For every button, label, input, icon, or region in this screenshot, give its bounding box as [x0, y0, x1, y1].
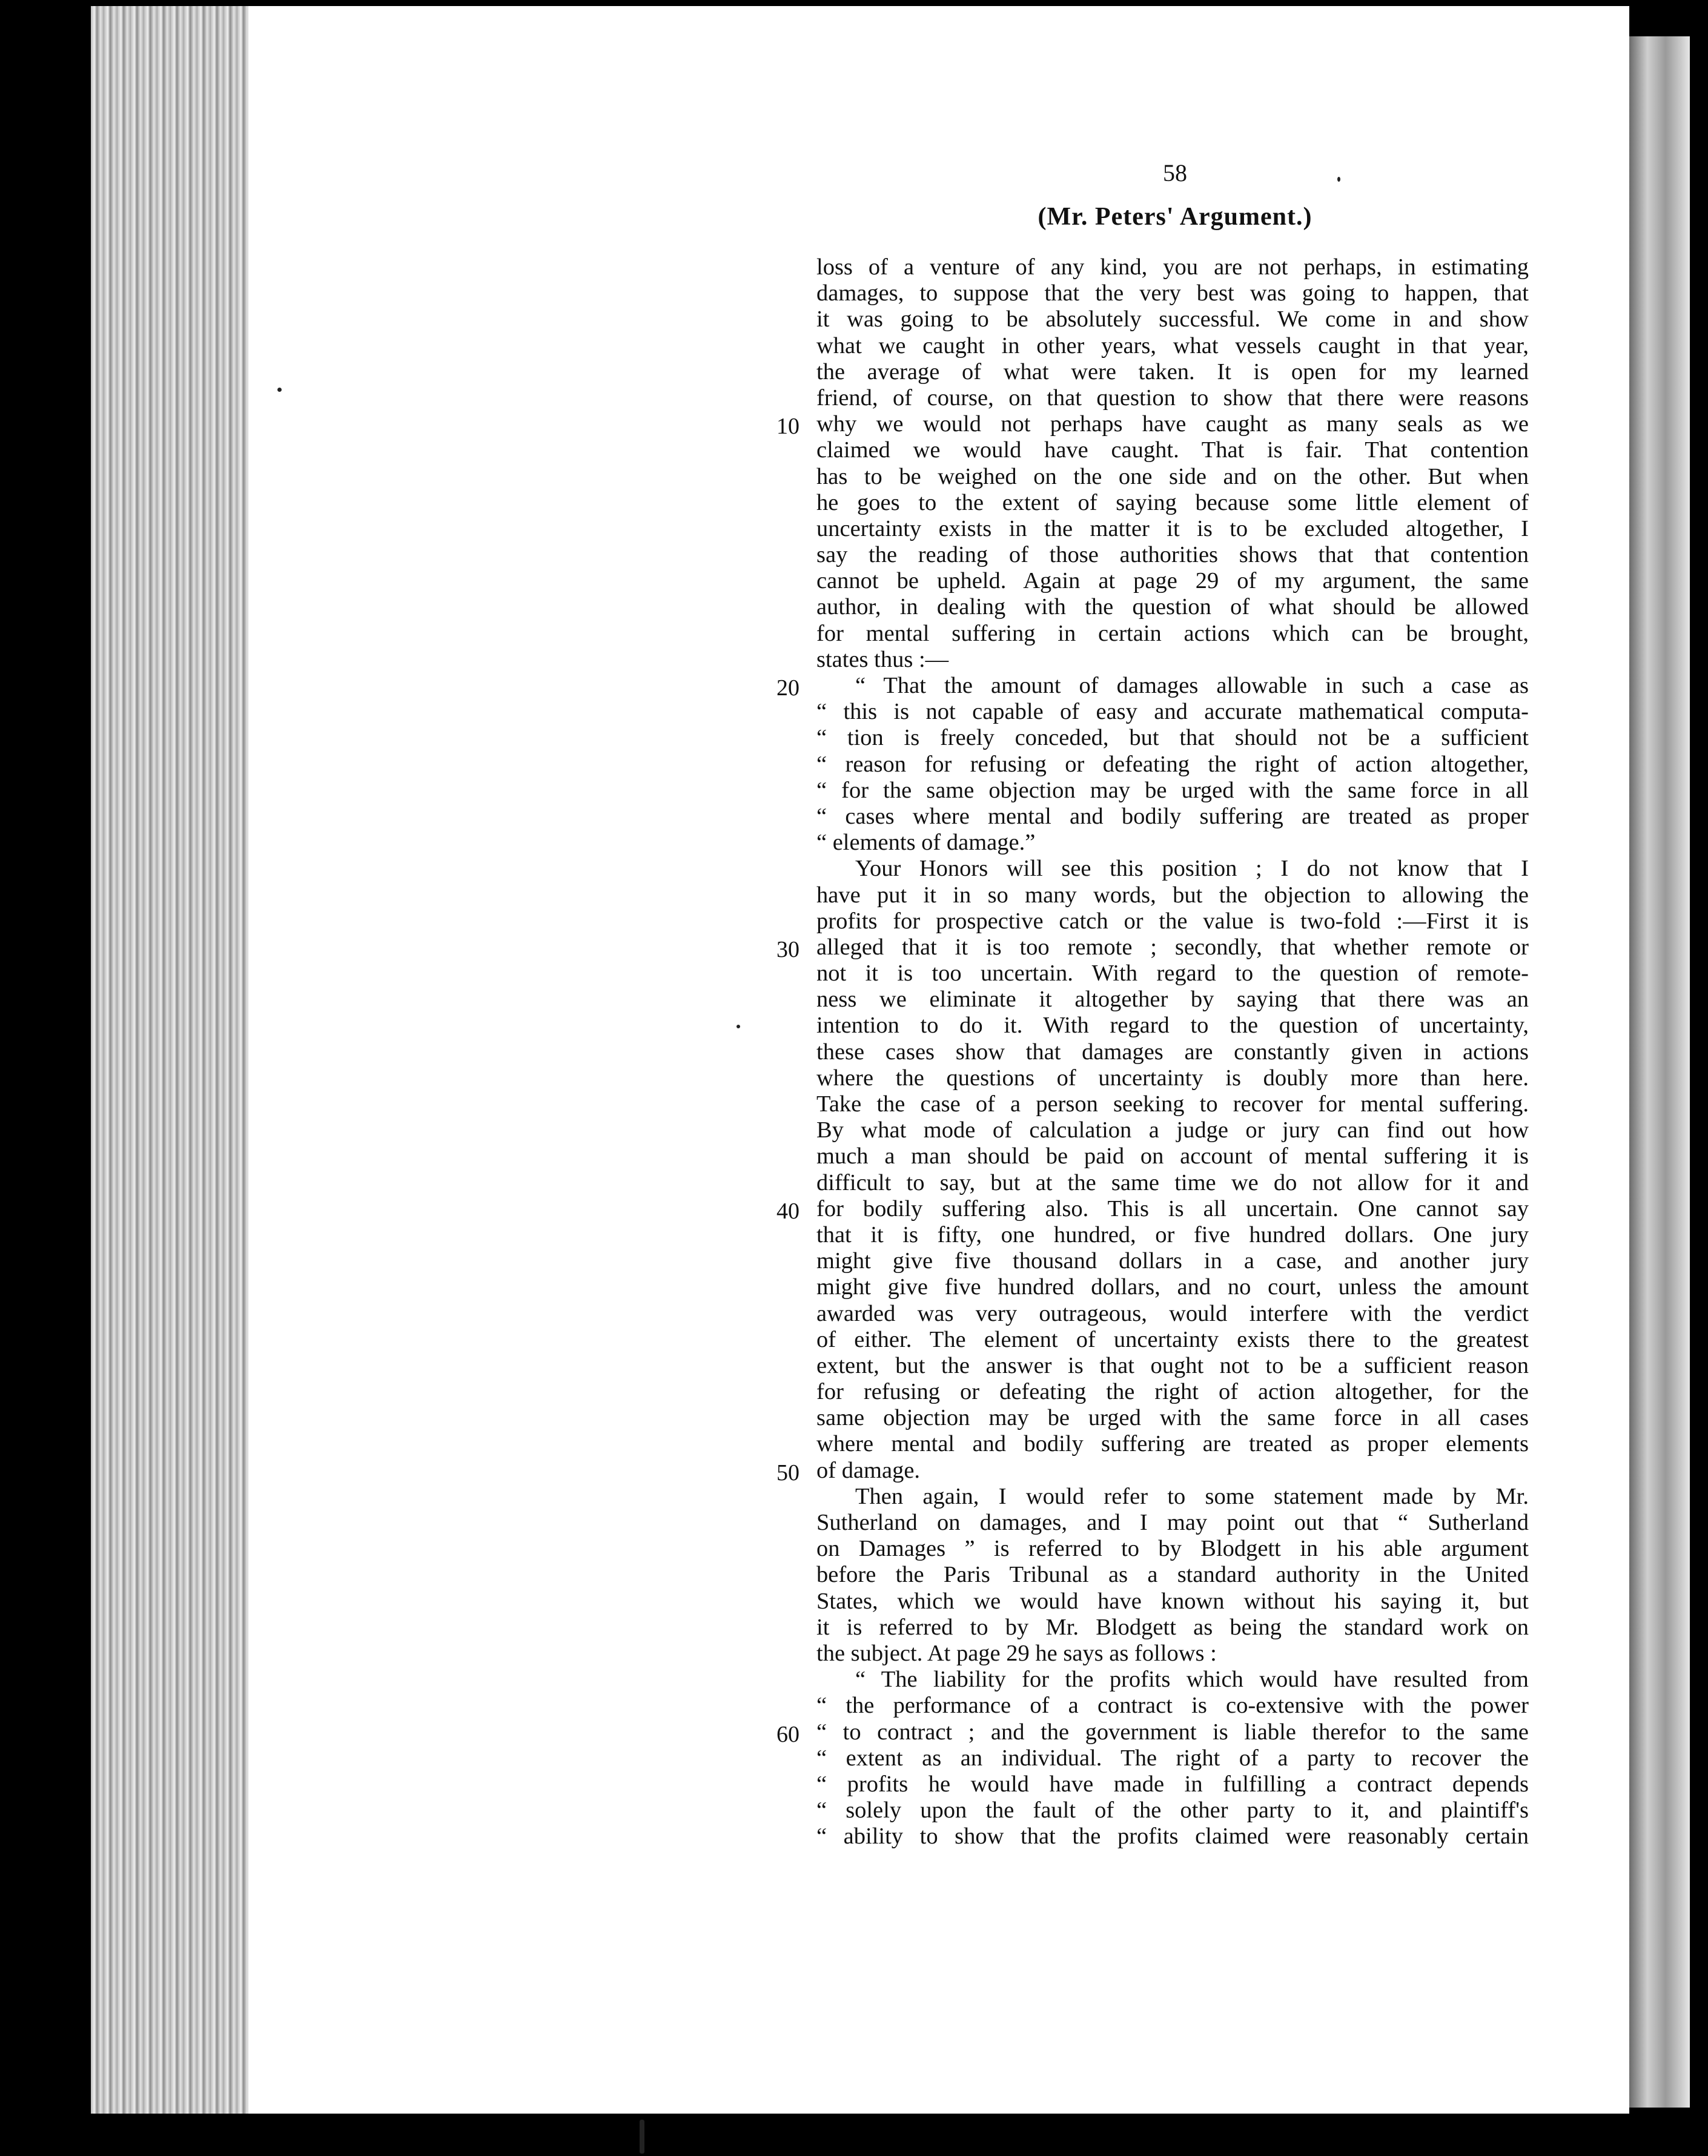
facing-page-edge	[1629, 36, 1690, 2108]
text-line: why we would not perhaps have caught as many seals as we	[816, 411, 1529, 437]
text-line: what we caught in other years, what vessels caught in that year,	[816, 332, 1529, 359]
margin-line-number: 50	[776, 1460, 799, 1486]
quote-line: “ extent as an individual. The right of a party to recover the	[816, 1745, 1529, 1771]
text-line: author, in dealing with the question of what should be allowed	[816, 594, 1529, 620]
text-line: for refusing or defeating the right of action altogether, for the	[816, 1379, 1529, 1405]
text-line: of either. The element of uncertainty exists there to the greatest	[816, 1326, 1529, 1352]
text-line: states thus :—	[816, 646, 949, 672]
quote-line: “ for the same objection may be urged with the same force in all	[816, 777, 1529, 803]
text-line: it was going to be absolutely successful. We come in and show	[816, 306, 1529, 332]
text-line: has to be weighed on the one side and on the other. But when	[816, 463, 1529, 489]
quote-line: “ elements of damage.”	[816, 830, 1036, 856]
text-line: for bodily suffering also. This is all uncertain. One cannot say	[816, 1195, 1529, 1222]
text-line: extent, but the answer is that ought not to be a sufficient reason	[816, 1352, 1529, 1378]
text-line: By what mode of calculation a judge or jury can find out how	[816, 1117, 1529, 1143]
quote-line: “ solely upon the fault of the other party to it, and plaintiff's	[816, 1797, 1529, 1824]
margin-line-number: 10	[776, 414, 799, 439]
text-line: cannot be upheld. Again at page 29 of my argument, the same	[816, 568, 1529, 594]
text-line: Then again, I would refer to some statement made by Mr.	[855, 1483, 1529, 1509]
text-line: awarded was very outrageous, would interfere with the verdict	[816, 1300, 1529, 1326]
text-line: the subject. At page 29 he says as follows :	[816, 1640, 1217, 1666]
text-line: it is referred to by Mr. Blodgett as being the standard work on	[816, 1614, 1529, 1640]
scan-speck	[277, 388, 282, 392]
page-edge-stack	[91, 6, 260, 2114]
quote-line: “ The liability for the profits which would have resulted from	[855, 1667, 1529, 1693]
text-line: these cases show that damages are constantly given in actions	[816, 1039, 1529, 1065]
text-line: Take the case of a person seeking to recover for mental suffering.	[816, 1091, 1529, 1117]
margin-line-number: 20	[776, 675, 799, 701]
text-line: claimed we would have caught. That is fair. That contention	[816, 437, 1529, 463]
text-line: loss of a venture of any kind, you are not perhaps, in estimating	[816, 254, 1529, 280]
text-line: on Damages ” is referred to by Blodgett in his able argument	[816, 1536, 1529, 1562]
text-line: have put it in so many words, but the objection to allowing the	[816, 882, 1529, 908]
text-line: same objection may be urged with the same force in all cases	[816, 1405, 1529, 1431]
text-line: not it is too uncertain. With regard to the question of remote-	[816, 961, 1529, 987]
text-line: damages, to suppose that the very best was going to happen, that	[816, 280, 1529, 306]
quote-line: “ profits he would have made in fulfilling a contract depends	[816, 1771, 1529, 1797]
text-line: ness we eliminate it altogether by saying that there was an	[816, 987, 1529, 1013]
text-line: Your Honors will see this position ; I do not know that I	[855, 856, 1529, 882]
scan-speck	[736, 1025, 740, 1028]
text-line: he goes to the extent of saying because some little element of	[816, 489, 1529, 515]
scan-speck	[640, 2120, 644, 2154]
text-line: for mental suffering in certain actions which can be brought,	[816, 620, 1529, 646]
running-head: (Mr. Peters' Argument.)	[1038, 203, 1312, 231]
text-line: say the reading of those authorities shows that that contention	[816, 542, 1529, 568]
text-line: States, which we would have known without his saying it, but	[816, 1588, 1529, 1614]
body-text	[816, 254, 1529, 1850]
scan-speck	[1337, 177, 1340, 182]
text-line: uncertainty exists in the matter it is to be excluded altogether, I	[816, 515, 1529, 541]
text-line: where mental and bodily suffering are treated as proper elements	[816, 1431, 1529, 1457]
text-line: that it is fifty, one hundred, or five hundred dollars. One jury	[816, 1222, 1529, 1248]
text-line: Sutherland on damages, and I may point out that “ Sutherland	[816, 1510, 1529, 1535]
quote-line: “ this is not capable of easy and accurate mathematical computa-	[816, 699, 1529, 725]
text-line: of damage.	[816, 1457, 921, 1483]
text-line: profits for prospective catch or the value is two-fold :—First it is	[816, 908, 1529, 934]
quote-line: “ cases where mental and bodily suffering are treated as proper	[816, 803, 1529, 829]
quote-line: “ ability to show that the profits claimed were reasonably certain	[816, 1824, 1529, 1850]
text-line: where the questions of uncertainty is doubly more than here.	[816, 1065, 1529, 1091]
text-line: might give five hundred dollars, and no court, unless the amount	[816, 1274, 1529, 1300]
text-line: alleged that it is too remote ; secondly, that whether remote or	[816, 934, 1529, 960]
text-line: friend, of course, on that question to show that there were reasons	[816, 385, 1529, 411]
text-line: difficult to say, but at the same time we do not allow for it and	[816, 1169, 1529, 1195]
text-line: intention to do it. With regard to the question of uncertainty,	[816, 1013, 1529, 1039]
quote-line: “ the performance of a contract is co-extensive with the power	[816, 1693, 1529, 1719]
text-line: much a man should be paid on account of mental suffering it is	[816, 1143, 1529, 1169]
quote-line: “ That the amount of damages allowable in such a case as	[855, 673, 1529, 698]
text-line: the average of what were taken. It is open for my learned	[816, 359, 1529, 385]
margin-line-number: 60	[776, 1722, 799, 1747]
quote-line: “ reason for refusing or defeating the right of action altogether,	[816, 751, 1529, 777]
text-line: before the Paris Tribunal as a standard authority in the United	[816, 1562, 1529, 1588]
quote-line: “ to contract ; and the government is liable therefor to the same	[816, 1719, 1529, 1745]
quote-line: “ tion is freely conceded, but that should not be a sufficient	[816, 725, 1529, 751]
page-number: 58	[1163, 159, 1187, 187]
margin-line-number: 30	[776, 937, 799, 962]
margin-line-number: 40	[776, 1199, 799, 1224]
text-line: might give five thousand dollars in a case, and another jury	[816, 1248, 1529, 1274]
